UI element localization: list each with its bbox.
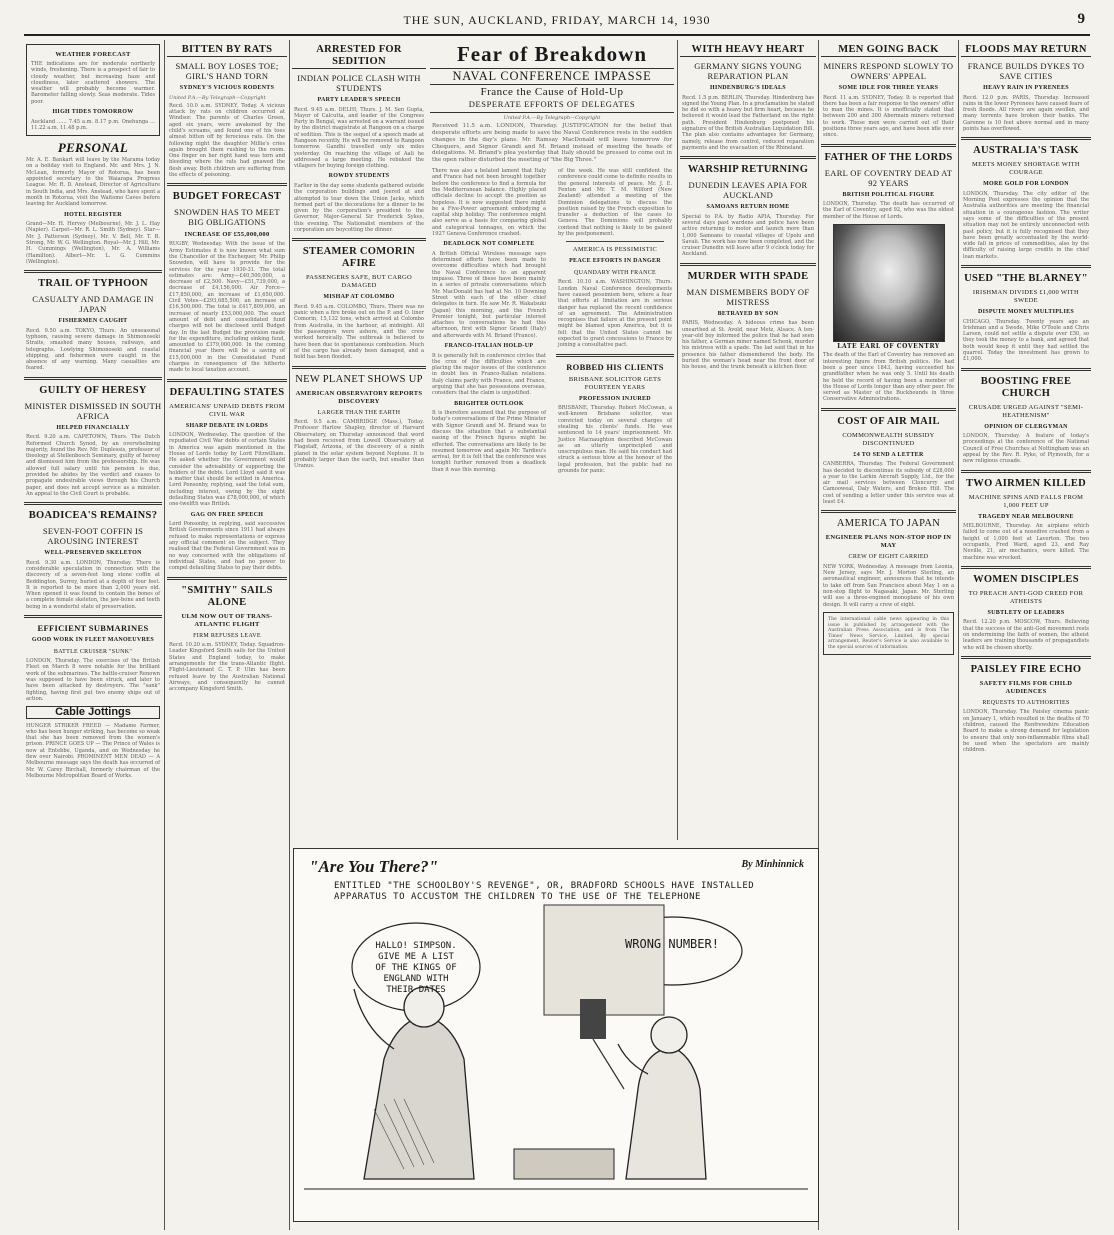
main-text-d: It is therefore assumed that the purpose of today's conversations of the Prime Minister with Signor Grandi and M. Briand was to discuss the situation that a substantial easing of the French figures might be effected. The conversations are likely to be resumed tomorrow and again Mr. Tardieu's arrival, for it is felt that the conference was tonight further removed from a deadlock than it was this morning. <box>432 410 546 473</box>
teacher-figure <box>364 1019 474 1179</box>
defaulting-text: LONDON, Wednesday. The question of the repudiated Civil War debts of certain States in America was again mentioned in the House of Lords today by Lord Fitzwilliam. He asked whether the Government would consider the advisability of supporting the holders of the debts. Lord Lloyd said it was a matter that should be settled in America. Lord Ponsonby, replying, said the total sum, including interest, owing by the eight defaulting States was £78,000,000, of which one-twelfth was British. <box>169 432 285 508</box>
australia-text: LONDON, Thursday. The city editor of the Morning Post expresses the opinion that the Australia authorities are meeting the financial situation in a courageous fashion. The writer says some of the difficulties of the present situation may not be entirely unconnected with past policy, but it is fully recognised that they have been greatly accentuated by the world-wide fall in prices of commodities, also by the difficulty of raising large credits in the chief loan markets. <box>963 190 1089 260</box>
column-2 <box>167 40 287 1230</box>
budget-text: RUGBY, Wednesday. With the issue of the Army Estimates it is now known what sum the Chancellor of the Exchequer, Mr. Philip Snowden, will have to provide for the services for the year 1930-31. The total estimates are: Army—£40,500,000, a decrease of £2,500. Navy—£51,739,000, a decrease of £4,156,000. Air Force—£17,850,000, an increase of £1,650,000. Civil Votes—£293,685,500, an increase of £16,500,000. The total is £417,809,000, an increase of nearly £53,000,000. The exact amount of debt and consolidated fund charges will not be disclosed until Budget day. In the last Budget the provision made for the expenditure, including sinking fund, amounted to £379,000,000. In the coming financial year there will be a saving of £15,000,000 in the Consolidated Fund charges in consequence of the hitherto made to local taxation account. <box>169 241 285 374</box>
blarney-text: CHICAGO, Thursday. Twenty years ago an Irishman and a Swede, Mike O'Toole and Chris Larsen, could not settle a dispute over £50, so they took the money to a bank, and agreed that both would keep it until they had settled the quarrel. Today the investment has grown to £1,000. <box>963 318 1089 363</box>
paisley-title: PAISLEY FIRE ECHO <box>970 663 1082 675</box>
main-lead: Received 11.5 a.m. LONDON, Thursday. JUSTIFICATION for the belief that desperate efforts are being made to save the Naval Conference rests in the sudden changes in the day's plans. Mr. Ramsay MacDonald will leave tomorrow for Chequers, and Signor Grandi and M. Briand instead of meeting the heads of delegations. M. Briand's plea yesterday that Italy should be pressed to come out in the open rather disturbed the meeting of "the Big Three." <box>432 123 672 164</box>
defaulting-subhead: SHARP DEBATE IN LORDS <box>185 422 269 429</box>
bubble-left-text: HALLO! SIMPSON. GIVE ME A LIST OF THE KINGS OF ENGLAND WITH THEIR DATES <box>375 941 457 995</box>
airmen-headline: MACHINE SPINS AND FALLS FROM 1,000 FEET UP <box>968 493 1084 509</box>
sedition-text: Recd. 9.45 a.m. DELHI, Thurs. J. M. Sen Gupta, Mayor of Calcutta, and leader of the Congress Party in Bengal, was arrested on a warrant issued by the district magistrate at Rangoon on a charge of sedition. This is the sequel of a speech made at Rangoon recently. He will be removed to Rangoon tomorrow. Gandhi travelled only six miles yesterday. On reaching the village of Aali he addressed a large meeting. He rebuked the villagers for buying foreign clothing. <box>294 106 424 170</box>
floods-subhead: HEAVY RAIN IN PYRENEES <box>983 85 1069 91</box>
murder-headline: MAN DISMEMBERS BODY OF MISTRESS <box>686 286 810 307</box>
warship-subhead: SAMOANS RETURN HOME <box>706 204 790 211</box>
telephone-icon <box>580 999 606 1039</box>
heavy-heart-text: Recd. 1.5 p.m. BERLIN, Thursday. Hindenburg has signed the Young Plan. In a proclamation he stated he did so with a heavy but firm heart, because he believed it would lead the Fatherland on the right path. President Hindenburg postponed his signature of the British Australian Liquidation Bill. The plan also contains advantages for Germany, namely, release from control, reduced reparation payments and the evacuation of the Rhineland. <box>682 94 814 151</box>
smithy-subhead: FIRM REFUSES LEAVE <box>193 632 261 639</box>
sedition-subhead: PARTY LEADER'S SPEECH <box>317 97 401 103</box>
pessimistic-title: AMERICA IS PESSIMISTIC <box>572 246 658 254</box>
church-title: BOOSTING FREE CHURCH <box>980 375 1072 399</box>
robbed-title: ROBBED HIS CLIENTS <box>566 361 664 372</box>
main-dateline: United P.A.—By Telegraph—Copyright <box>503 115 601 121</box>
typhoon-headline: CASUALTY AND DAMAGE IN JAPAN <box>32 294 154 315</box>
main-text-c: It is generally felt in conference circles that the crux of the difficulties which are placing the major issues of the conference in doubt lies in Franco-Italian relations. Italy claims parity with France, and France, arguing that she has possessions overseas, considers that the claim is unjustified. <box>432 352 546 397</box>
airmail-title: COST OF AIR MAIL <box>837 415 940 427</box>
smithy-text: Recd. 10.20 a.m. SYDNEY, Today. Squadron-Leader Kingsford Smith sails for the United States and England today, to make arrangements for the trans-Atlantic flight. Flight-Lieutenant C. T. P. Ulm has been refused leave by the Australian National Airways, and consequently he cannot accompany Kingsford Smith. <box>169 642 285 693</box>
weather-box <box>26 44 160 136</box>
photo-caption: LATE EARL OF COVENTRY <box>837 342 940 350</box>
boadicea-title: BOADICEA'S REMAINS? <box>28 510 158 522</box>
australia-subhead: MORE GOLD FOR LONDON <box>983 181 1069 188</box>
hotel-text: Grand—Mr. H. Hervey (Melbourne), Mr. J. L. Hay (Napier). Carpet—Mr. R. L. Smith (Sydney). Star—Mr. J. Patterson (Sydney), Mr. V. Bell, Mr. T. B. Strong, Mr. W. G. Wellington. Royal—Mr. J. Hill, Mr. H. Cummings (Wellington), Mr. A. Williams (Hamilton). Albert—Mr. L. G. Cummins (Wellington). <box>26 221 160 265</box>
warship-text: Special to P.A. by Radio APIA, Thursday. For several days past wardens and police have been active returning to motor and launch more than 1,000 Samoans to coastal villages of Upolu and Savaii. The work has now been completed, and the cruiser Dunedin will leave after 9 o'clock today for Auckland. <box>682 213 814 258</box>
main-text-g: BRISBANE, Thursday. Robert McCowan, a well-known Brisbane solicitor, was convicted today on several charges of stealing his clients' funds. He was sentenced to 14 years' imprisonment. Mr. Justice Macnaughton described McCowan as an utterly unprincipled and unscrupulous man. He said his conduct had struck a serious blow at the honour of the legal profession, but the public had no grounds for panic. <box>558 405 672 475</box>
tides-title: HIGH TIDES TOMORROW <box>52 109 134 116</box>
budget-headline: SNOWDEN HAS TO MEET BIG OBLIGATIONS <box>174 207 280 228</box>
personal-title: PERSONAL <box>57 140 129 156</box>
cartoon-caption: ENTITLED "THE SCHOOLBOY'S REVENGE", OR, BRADFORD SCHOOLS HAVE INSTALLED APPARATUS TO ACCUSTOM THE CHILDREN TO THE USE OF THE TELEPHONE <box>334 881 755 902</box>
church-subhead: OPINION OF CLERGYMAN <box>984 423 1068 430</box>
comorin-title: STEAMER COMORIN AFIRE <box>302 246 416 270</box>
heresy-subhead: HELPED FINANCIALLY <box>56 424 130 431</box>
father-subhead: BRITISH POLITICAL FIGURE <box>842 191 935 198</box>
column-rule <box>289 40 290 1230</box>
floods-title: FLOODS MAY RETURN <box>961 44 1091 57</box>
page-number: 9 <box>1077 11 1086 27</box>
airmen-subhead: TRAGEDY NEAR MELBOURNE <box>978 513 1074 520</box>
notice-box <box>823 612 954 656</box>
heavy-heart-title: WITH HEAVY HEART <box>680 44 816 57</box>
australia-headline: MEETS MONEY SHORTAGE WITH COURAGE <box>972 161 1080 177</box>
center-story <box>430 40 674 840</box>
paisley-headline: SAFETY FILMS FOR CHILD AUDIENCES <box>979 679 1073 695</box>
women-subhead: SUBTLETY OF LEADERS <box>987 609 1065 616</box>
miners-subhead: SOME IDLE FOR THREE YEARS <box>838 85 939 91</box>
airmen-text: MELBOURNE, Thursday. An airplane which failed to come out of a nosedive crashed from a height of 1,000 feet at Laverton. The two occupants, Fred Ward, aged 23, and Ray Neville, 21, air mechanics, were killed. The machine was wrecked. <box>963 523 1089 561</box>
smithy-title: "SMITHY" SAILS ALONE <box>181 584 273 608</box>
cable-jottings-title: Cable Jottings <box>26 706 160 718</box>
rats-subhead: SYDNEY'S VICIOUS RODENTS <box>179 85 275 91</box>
brighter-subhead: BRIGHTER OUTLOOK <box>454 400 524 407</box>
defaulting-title: DEFAULTING STATES <box>169 386 285 398</box>
main-text-e: of the week. He was still confident the conference could come to definite results in the general interests of peace. Mr. J. E. Fenton and Mr. T. M. Wilford (New Zealand) attended a meeting of the Dominion delegations to discuss the position raised by the French exposition to transfer a deduction of the cases to Geneva. The Dominions will probably contend that nothing is likely to be gained by the postponement. <box>558 168 672 238</box>
earl-portrait-photo <box>833 224 945 342</box>
budget-subhead: INCREASE OF £55,000,000 <box>184 231 270 239</box>
robbed-headline: BRISBANE SOLICITOR GETS FOURTEEN YEARS <box>568 375 662 391</box>
main-deck-2: France the Cause of Hold-Up <box>480 86 624 98</box>
defaulting-headline: AMERICANS' UNPAID DEBTS FROM CIVIL WAR <box>169 402 285 418</box>
submarines-title: EFFICIENT SUBMARINES <box>37 623 149 634</box>
paisley-text: LONDON, Thursday. The Paisley cinema panic on January 1, which resulted in the deaths of 70 children, caused the Renfrewshire Education Board to make a strong demand for legislation to ensure that only non-inflammable films shall be used when the spectators are mainly children. <box>963 709 1089 754</box>
father-text: LONDON, Thursday. The death has occurred of the Earl of Coventry, aged 92, who was the oldest member of the House of Lords. <box>823 201 954 220</box>
comorin-subhead: MISHAP AT COLOMBO <box>323 294 395 301</box>
planet-subhead: LARGER THAN THE EARTH <box>317 409 401 416</box>
masthead <box>24 4 1090 36</box>
franco-subhead: FRANCO-ITALIAN HOLD-UP <box>444 343 534 349</box>
warship-headline: DUNEDIN LEAVES APIA FOR AUCKLAND <box>688 180 808 201</box>
heresy-text: Recd. 9.20 a.m. CAPETOWN, Thurs. The Dutch Reformed Church Synod, by an overwhelming majority, found the Rev. Mr. Duplessis, professor of theology at Stellenbosch Seminary, guilty of heresy and dismissed him from the professorship. He was allowed full salary until his pension is due, provided he abides by the verdict and ceases to propagate undesirable views through his Church paper, and does not accept service as a minister. An appeal to the Civil Court is probable. <box>26 434 160 497</box>
heavy-heart-headline: GERMANY SIGNS YOUNG REPARATION PLAN <box>694 61 802 81</box>
cartoon-drawing <box>294 849 818 1221</box>
boadicea-headline: SEVEN-FOOT COFFIN IS AROUSING INTEREST <box>42 526 144 547</box>
women-text: Recd. 12.20 p.m. MOSCOW, Thurs. Believing that the success of the anti-God movement rests on undermining the faith of women, the atheist leaders are training thousands of propagandists who will be chosen shortly. <box>963 619 1089 651</box>
airmail-subhead: £4 TO SEND A LETTER <box>853 451 924 458</box>
column-8 <box>961 40 1091 1230</box>
cartoon-title: "Are You There?" <box>309 857 439 876</box>
sedition-headline: INDIAN POLICE CLASH WITH STUDENTS <box>297 73 421 93</box>
japan-text: NEW YORK, Wednesday. A message from Leonia, New Jersey, says Mr. J. Morton Sterling, an aeronautical engineer, announces that he intends to take off from San Francisco about May 1 on a non-stop flight to Nagasaki, Japan. Mr. Sterling will use a three-engined monoplane of his own design. It will carry a crew of eight. <box>823 563 954 608</box>
boadicea-text: Recd. 9.30 a.m. LONDON, Thursday. There is considerable speculation in connection with the discovery of a seven-feet long stone coffin at Beddington, Surrey, buried at a depth of four feet. It is reported to be more than 2,000 years old. When opened it was found to contain the bones of a complete female skeleton, the jaw-bone and teeth being in a wonderful state of preservation. <box>26 559 160 610</box>
murder-title: MURDER WITH SPADE <box>687 270 809 282</box>
women-headline: TO PREACH ANTI-GOD CREED FOR ATHEISTS <box>968 589 1084 605</box>
planet-text: Recd. 9.5 a.m. CAMBRIDGE (Mass.), Today. Professor Harlow Shapley, director of Harvard Observatory, on Thursday announced that word had been received from Lowell Observatory at Flagstaff, Arizona, of the discovery of a ninth planet in the solar system beyond Neptune. It is probably larger than the earth, but smaller than Uranus. <box>294 419 424 470</box>
floods-headline: FRANCE BUILDS DYKES TO SAVE CITIES <box>967 61 1085 81</box>
father-text-2: The death of the Earl of Coventry has removed an interesting figure from British politics. He had been a peer since 1843, having succeeded his grandfather when he was only 5. Until his death he held the record of having been a member of the House of Lords longer than any other peer. He served as Master of the Buckhounds in three Conservative Administrations. <box>823 352 954 403</box>
miners-title: MEN GOING BACK <box>821 44 956 57</box>
column-rule <box>677 40 678 840</box>
rats-headline: SMALL BOY LOSES TOE; GIRL'S HAND TORN <box>175 61 279 81</box>
column-rule <box>958 40 959 1230</box>
cable-jottings-text: HUNGER STRIKER FREED — Madame Farmer, who has been hunger striking, has become so weak that she has been removed from the women's prison. PRINCE GOES UP — The Prince of Wales is now at Entebbe, Uganda, and on Wednesday he flew over Nairobi. PROMINENT MEN DEAD — A Melbourne message says the death has occurred of Mr. W. Carey Birchall, formerly chairman of the Melbourne Metropolitan Board of Works. <box>26 722 160 779</box>
airmen-title: TWO AIRMEN KILLED <box>965 477 1087 489</box>
murder-text: PARIS, Wednesday. A hideous crime has been unearthed at St. Avold, near Metz, Alsace. A ten-year-old boy informed the police that he had seen his father, a German miner named Schenk, murder his mistress with a spade. The lad said that in his presence his father dismembered the body. He buried the woman's head near the front door of his house, and the trunk beneath a kitchen floor. <box>682 320 814 371</box>
weather-title: WEATHER FORECAST <box>55 51 131 58</box>
father-headline: EARL OF COVENTRY DEAD AT 92 YEARS <box>824 167 953 188</box>
gag-subhead: GAG ON FREE SPEECH <box>190 511 264 518</box>
cartoon-byline: By Minhinnick <box>741 859 804 870</box>
church-headline: CRUSADE URGED AGAINST "SEMI-HEATHENISM" <box>968 403 1084 419</box>
main-headline: Fear of Breakdown <box>456 42 648 66</box>
desk <box>514 1149 614 1179</box>
planet-title: NEW PLANET SHOWS UP <box>295 373 423 385</box>
sedition-title: ARRESTED FOR SEDITION <box>292 44 426 69</box>
blarney-title: USED "THE BLARNEY" <box>964 273 1088 285</box>
column-3 <box>292 40 426 840</box>
blarney-subhead: DISPUTE MONEY MULTIPLIES <box>977 309 1075 316</box>
personal-text: Mr. A. E. Bankart will leave by the Marama today on a holiday visit to England. Mr. and Mrs. J. N. McLean, formerly Mayor of Rotorua, has been appointed secretary to the Waiarapa Progress League. Mr. R. D. Anstead, Director of Agriculture in South India, and Mrs. Anstead, who have spent a month in Rotorua, visit the Waitomo Caves before leaving for Auckland tomorrow. <box>26 157 160 208</box>
paisley-subhead: REQUESTS TO AUTHORITIES <box>982 699 1070 706</box>
bubble-right-text: WRONG NUMBER! <box>625 937 719 951</box>
cartoon-panel <box>293 848 819 1222</box>
japan-subhead: CREW OF EIGHT CARRIED <box>848 554 929 561</box>
heresy-headline: MINISTER DISMISSED IN SOUTH AFRICA <box>24 400 162 421</box>
weather-text: THE indications are for moderate northerly winds, freshening. There is a prospect of fair to cloudy weather, but increasing haze and cloudiness, later scattered showers. The weather will probably become warmer. Barometer falling slowly. Seas moderate. Tides poor. <box>31 61 155 105</box>
miners-text: Recd. 11 a.m. SYDNEY, Today. It is reported that there has been a fair response to the owners' offer to man the mines. It is unofficially stated that between 200 and 300 Abermain miners returned to work. These men were carried out of their positions three years ago, and have been idle ever since. <box>823 94 954 139</box>
typhoon-subhead: FISHERMEN CAUGHT <box>58 318 128 325</box>
main-deck-3: DESPERATE EFFORTS OF DELEGATES <box>430 99 674 113</box>
gag-text: Lord Ponsonby, in replying, said successive British Governments since 1911 had always refused to make representations or express any official comment on the subject. They realised that the Federal Government was in no way concerned with the obligations of individual States, and had no power to compel defaulting States to pay their debts. <box>169 521 285 572</box>
airmail-headline: COMMONWEALTH SUBSIDY DISCONTINUED <box>842 431 935 447</box>
boadicea-subhead: WELL-PRESERVED SKELETON <box>44 550 142 557</box>
floods-text: Recd. 12.0 p.m. PARIS, Thursday. Increased rains in the lower Pyrenees have caused fears of fresh floods. All rivers are again swollen, and many torrents have broken their banks. The Garonne is 10 feet above normal and in many points has overflowed. <box>963 94 1089 132</box>
budget-title: BUDGET FORECAST <box>172 191 282 203</box>
miners-headline: MINERS RESPOND SLOWLY TO OWNERS' APPEAL <box>823 61 954 81</box>
deadlock-subhead: DEADLOCK NOT COMPLETE <box>443 241 535 248</box>
submarines-text: LONDON, Thursday. The exercises of the British Fleet on March 8 were notable for the brilliant work of the submarines. The battle-cruiser Renown was supposed to have been struck, and later to have been attacked by destroyers. The "sank" fighting, having first put two enemy ships out of action. <box>26 658 160 702</box>
heavy-heart-subhead: HINDENBURG'S IDEALS <box>710 85 786 91</box>
main-text-f: Recd. 10.10 a.m. WASHINGTON, Thurs. London Naval Conference developments have caused pessimism here, where a fear that efforts at limitation are in serious danger has replaced the recent confidence of an agreement. The Administration recognises that failure at the present point might be blamed upon America, but it is felt that the United States cannot be expected to grant concessions to France by joining a consultative pact. <box>558 279 672 349</box>
smithy-headline: ULM NOW OUT OF TRANS-ATLANTIC FLIGHT <box>181 612 273 628</box>
japan-title: AMERICA TO JAPAN <box>836 518 941 530</box>
main-text-b: A British Official Wireless message says determined efforts have been made to overcome difficulties which had brought the Naval Conference to an apparent impasse. Three of these have been mainly in a series of private conversations which Mr. MacDonald has had at No. 10 Downing Street with each of the other chief delegates in turn. He saw Mr. R. Wakatsuki (Japan) this morning, and the French Premier tonight, but particular interest attaches to conversations he had this afternoon, first with Signor Grandi (Italy) and afterwards with M. Briand (France). <box>432 250 546 339</box>
warship-title: WARSHIP RETURNING <box>687 164 809 176</box>
rats-title: BITTEN BY RATS <box>167 44 287 57</box>
notice-text: The international cable news appearing in this issue is published by arrangement with the Australian Press Association, and is from The Times' News Service, Limited. By special arrangement, Reuter's Service is also available to the special sources of information. <box>828 616 949 650</box>
women-title: WOMEN DISCIPLES <box>973 573 1079 585</box>
robbed-subhead: PROFESSION INJURED <box>579 395 651 402</box>
chalkboard <box>544 905 664 1015</box>
submarines-subhead: BATTLE CRUISER "SUNK" <box>53 648 133 655</box>
airmail-text: CANBERRA, Thursday. The Federal Government has decided to discontinue its subsidy of £28,000 a year to the Larkin Aircraft Supply, Ltd., for the air mail services between Cloncurry and Camooweal, Daly Waters, and Broken Hill. The cost of sending a letter under this service was at least £4. <box>823 461 954 506</box>
rats-text: Recd. 10.0 a.m. SYDNEY, Today. A vicious attack by rats on children occurred at Windsor. The parents of Charles Green, aged six years, were awakened by the child's screams, and found one of his toes almost bitten off by ferocious rats. On the following night the daughter Millie's cries again brought them rushing to the room. One finger on her right hand was torn and bleeding where the rats had gnawed the flesh away. Both children are suffering from the effects of poisoning. <box>169 102 285 179</box>
rowdy-text: Earlier in the day some students gathered outside the corporation buildings and jeered at and attempted to tear down the Union Jacks, which formed part of the decorations for a dinner to be given by the corporation's president to the Governor, Major-General Sir Frederick Sykes, this evening. The Nationalist members of the corporation are boycotting the dinner. <box>294 182 424 234</box>
heresy-title: GUILTY OF HERESY <box>39 384 147 396</box>
rats-dateline: United P.A.—By Telegraph—Copyright <box>169 94 266 101</box>
father-title: FATHER OF THE LORDS <box>824 151 953 163</box>
main-deck-1: NAVAL CONFERENCE IMPASSE <box>430 68 674 85</box>
church-text: LONDON, Thursday. A feature of today's proceedings at the conference of the National Council of Free Churches at Nottingham was an appeal by the Rev. R. Pyke, of Plymouth, for a new religious crusade. <box>963 433 1089 465</box>
planet-headline: AMERICAN OBSERVATORY REPORTS DISCOVERY <box>295 389 423 405</box>
column-1 <box>24 40 162 1230</box>
column-7 <box>821 40 956 1230</box>
hotel-title: HOTEL REGISTER <box>64 211 122 218</box>
column-rule <box>164 40 165 1230</box>
australia-title: AUSTRALIA'S TASK <box>973 145 1079 157</box>
murder-subhead: BETRAYED BY SON <box>717 310 779 317</box>
typhoon-text: Recd. 9.50 a.m. TOKYO, Thurs. An unseasonal typhoon, causing severe damage in Shimonoseki Straits, smashed many houses, railways, and telegraphs. Lowlying Shimonoseki and coastal shipping, and fishermen were caught in the absence of any warning. Many casualties are feared. <box>26 327 160 372</box>
pessimistic-headline: PEACE EFFORTS IN DANGER <box>569 258 661 265</box>
comorin-text: Recd. 9.45 a.m. COLOMBO, Thurs. There was no panic when a fire broke out on the P. and O. liner Comorin, 15,132 tons, which arrived at Colombo from Australia, in the harbour, at midnight. All the passengers were ashore, and the crew worked heroically. The outbreak is believed to have been due to spontaneous combustion. Much of the cargo has already been damaged, and a hold has been flooded. <box>294 303 424 361</box>
main-text-a: There was also a belated lament that Italy and France had not been brought together before the conference to find a formula for the Mediterranean balance. Highly placed officials decline to accept the position as hopeless. It is now suggested there might be a Five-Power agreement embodying a capital ship holiday. The conference might also serve as a basis for comparing global and categorical tonnages, on which the 1927 Geneva Conference crashed. <box>432 168 546 238</box>
column-6 <box>680 40 816 840</box>
comorin-headline: PASSENGERS SAFE, BUT CARGO DAMAGED <box>305 274 413 290</box>
masthead-title: THE SUN, AUCKLAND, FRIDAY, MARCH 14, 1930 <box>403 13 711 27</box>
blarney-headline: IRISHMAN DIVIDES £1,000 WITH SWEDE <box>972 289 1080 305</box>
typhoon-title: TRAIL OF TYPHOON <box>38 278 148 290</box>
pessimistic-subhead: QUANDARY WITH FRANCE <box>573 269 656 276</box>
japan-headline: ENGINEER PLANS NON-STOP HOP IN MAY <box>825 534 952 550</box>
tides-text: Auckland ...... 7.45 a.m. 8.17 p.m. Onehunga ... 11.22 a.m. 11.48 p.m. <box>31 118 155 131</box>
submarines-headline: GOOD WORK IN FLEET MANOEUVRES <box>31 637 155 644</box>
rowdy-subhead: ROWDY STUDENTS <box>328 173 390 180</box>
